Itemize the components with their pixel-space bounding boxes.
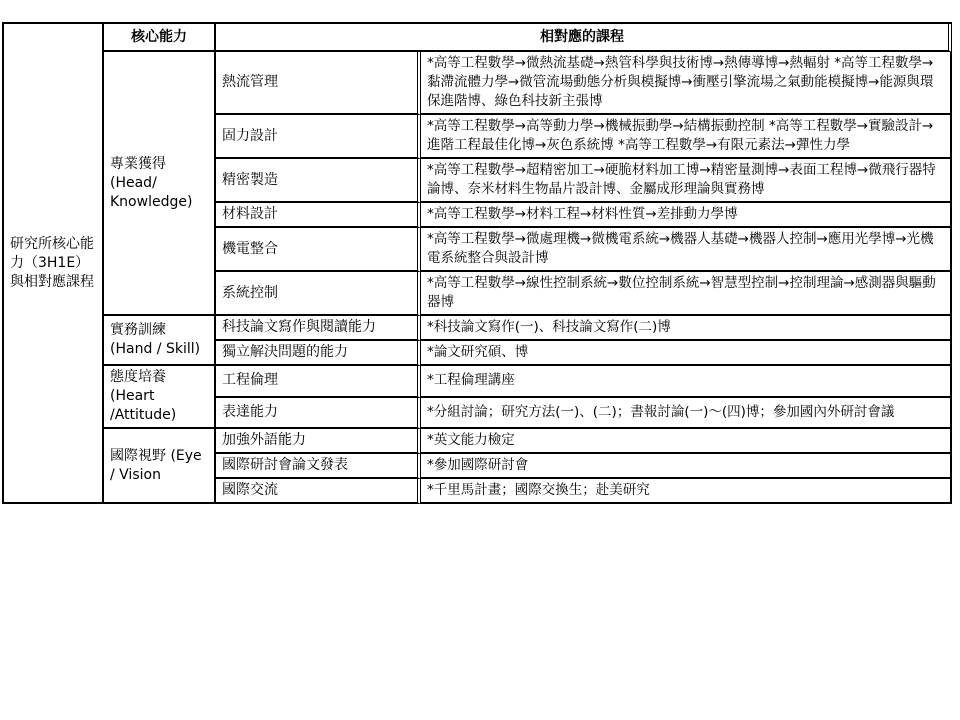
header-core: 核心能力 [104, 24, 216, 52]
course-cell: *英文能力檢定 [421, 429, 952, 454]
course-cell: *論文研究碩、博 [421, 341, 952, 366]
ability-cell: 獨立解決問題的能力 [216, 341, 421, 366]
ability-cell: 系統控制 [216, 272, 421, 316]
corner-label: 研究所核心能力（3H1E）與相對應課程 [4, 24, 104, 504]
ability-cell: 固力設計 [216, 115, 421, 159]
course-cell: *高等工程數學→材料工程→材料性質→差排動力學博 [421, 203, 952, 228]
ability-cell: 材料設計 [216, 203, 421, 228]
ability-cell: 國際交流 [216, 479, 421, 504]
course-cell: *千里馬計畫；國際交換生；赴美研究 [421, 479, 952, 504]
ability-cell: 加強外語能力 [216, 429, 421, 454]
header-courses: 相對應的課程 [216, 24, 952, 52]
course-cell: *參加國際研討會 [421, 454, 952, 479]
group-label-hand: 實務訓練 (Hand / Skill) [104, 316, 216, 366]
ability-cell: 科技論文寫作與閱讀能力 [216, 316, 421, 341]
group-label-head: 專業獲得 (Head/ Knowledge) [104, 52, 216, 316]
ability-cell: 精密製造 [216, 159, 421, 203]
course-cell: *高等工程數學→超精密加工→硬脆材料加工博→精密量測博→表面工程博→微飛行器特論博、奈米材料生物晶片設計博、金屬成形理論與實務博 [421, 159, 952, 203]
ability-cell: 表達能力 [216, 398, 421, 430]
header-row [4, 24, 952, 52]
ability-cell: 熱流管理 [216, 52, 421, 115]
group-label-heart: 態度培養 (Heart /Attitude) [104, 366, 216, 429]
course-cell: *高等工程數學→線性控制系統→數位控制系統→智慧型控制→控制理論→感測器與驅動器博 [421, 272, 952, 316]
table-row [4, 52, 952, 115]
table-row [4, 429, 952, 454]
course-cell: *高等工程數學→微處理機→微機電系統→機器人基礎→機器人控制→應用光學博→光機電系統整合與設計博 [421, 228, 952, 272]
course-cell: *分組討論；研究方法(一)、(二)；書報討論(一)～(四)博；參加國內外研討會議 [421, 398, 952, 430]
core-competency-table [2, 22, 952, 504]
course-cell: *高等工程數學→微熱流基礎→熱管科學與技術博→熱傳導博→熱輻射 *高等工程數學→黏滯流體力學→微管流場動態分析與模擬博→衝壓引擎流場之氣動能模擬博→能源與環保進階博、綠色科技新主張博 [421, 52, 952, 115]
ability-cell: 工程倫理 [216, 366, 421, 398]
course-cell: *高等工程數學→高等動力學→機械振動學→結構振動控制 *高等工程數學→實驗設計→進階工程最佳化博→灰色系統博 *高等工程數學→有限元素法→彈性力學 [421, 115, 952, 159]
table-row [4, 316, 952, 341]
group-label-eye: 國際視野 (Eye / Vision [104, 429, 216, 504]
course-cell: *科技論文寫作(一)、科技論文寫作(二)博 [421, 316, 952, 341]
ability-cell: 機電整合 [216, 228, 421, 272]
table-row [4, 366, 952, 398]
ability-cell: 國際研討會論文發表 [216, 454, 421, 479]
course-cell: *工程倫理講座 [421, 366, 952, 398]
